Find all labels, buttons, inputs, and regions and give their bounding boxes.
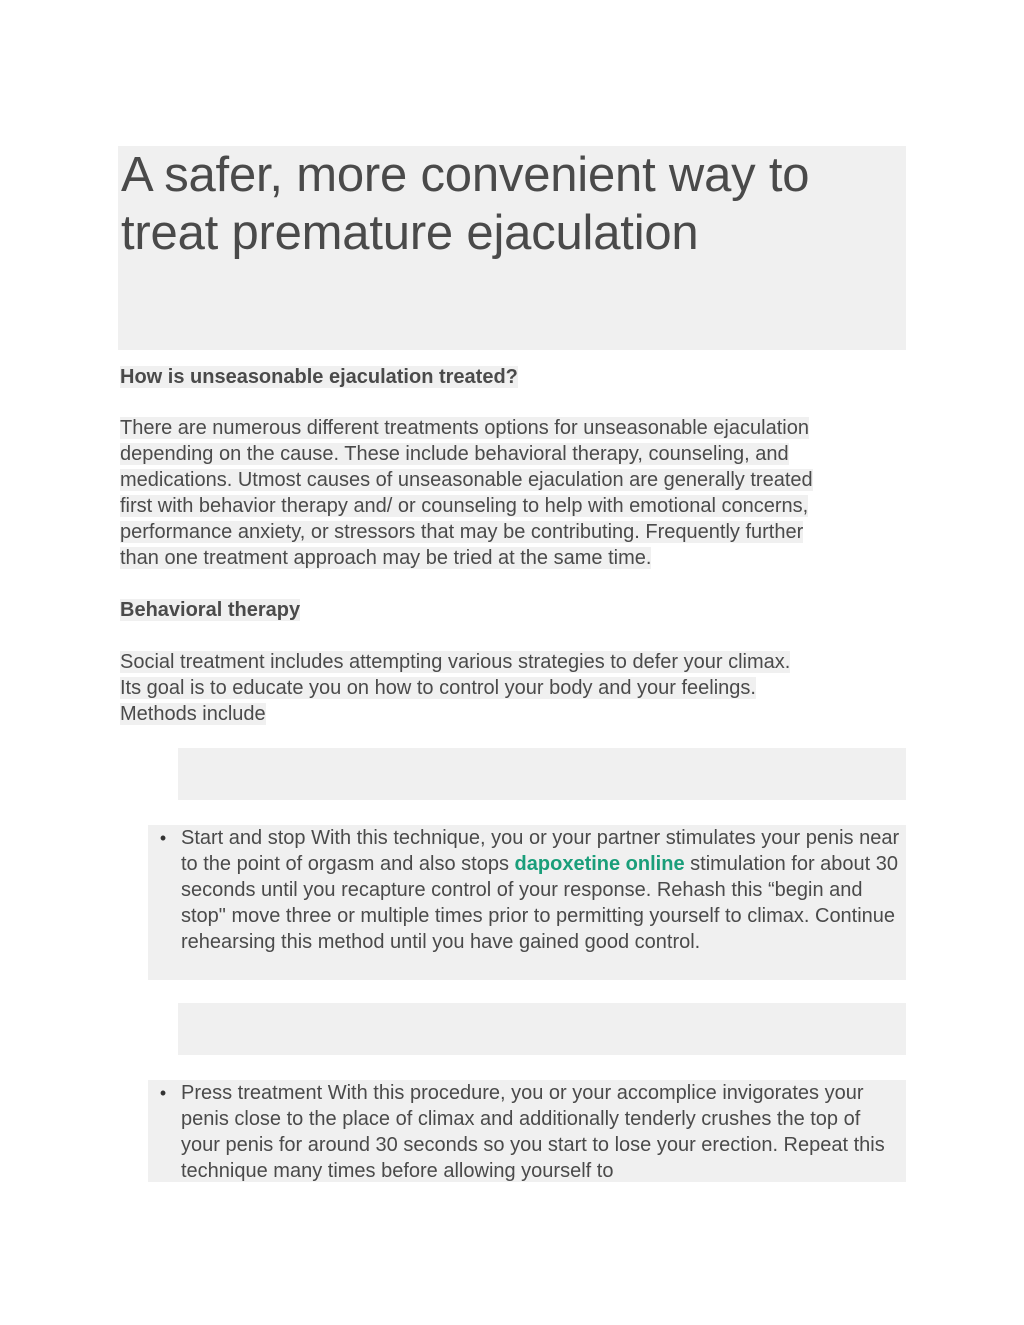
list-item-text-before-link: Start and stop With this technique, you or your partner stimulates your penis near to the point of orgasm and also stops [181,827,900,875]
bullet-marker: • [159,1083,167,1103]
list-item [148,825,906,980]
dapoxetine-online-link[interactable]: dapoxetine online [514,853,685,875]
treatment-paragraph [120,415,910,571]
page-title: A safer, more convenient way to treat premature ejaculation [121,148,810,260]
section-heading-treatment [120,364,518,390]
paragraph-line: medications. Utmost causes of unseasonable ejaculation are generally treated [120,469,813,491]
paragraph-line: Social treatment includes attempting various strategies to defer your climax. [120,651,791,673]
title-block [118,146,906,350]
section-heading-behavioral-text: Behavioral therapy [120,599,301,621]
bullet-marker: • [159,828,167,848]
paragraph-line: Its goal is to educate you on how to control your body and your feelings. [120,677,756,699]
behavioral-paragraph [120,649,910,727]
empty-block [178,1003,906,1055]
section-heading-treatment-text: How is unseasonable ejaculation treated? [120,366,518,388]
paragraph-line: Methods include [120,703,266,725]
paragraph-line: than one treatment approach may be tried at the same time. [120,547,652,569]
list-item-text: Press treatment With this procedure, you or your accomplice invigorates your penis close to the place of climax and additionally tenderly crushes the top of your penis for around 30 seconds so you start to lose your erection. Repeat this technique many times before allowing yourself to [181,1082,885,1182]
section-heading-behavioral [120,597,300,623]
paragraph-line: depending on the cause. These include behavioral therapy, counseling, and [120,443,789,465]
empty-block [178,748,906,800]
list-item-text-after-link: stimulation for about 30 seconds until you recapture control of your response. Rehash this “begin and stop" move three or multiple times prior to permitting yourself to climax. Continue rehearsing this method until you have gained good control. [181,853,899,953]
list-item-text [181,825,903,955]
list-item [148,1080,906,1182]
paragraph-line: performance anxiety, or stressors that may be contributing. Frequently further [120,521,804,543]
paragraph-line: There are numerous different treatments options for unseasonable ejaculation [120,417,809,439]
paragraph-line: first with behavior therapy and/ or counseling to help with emotional concerns, [120,495,809,517]
